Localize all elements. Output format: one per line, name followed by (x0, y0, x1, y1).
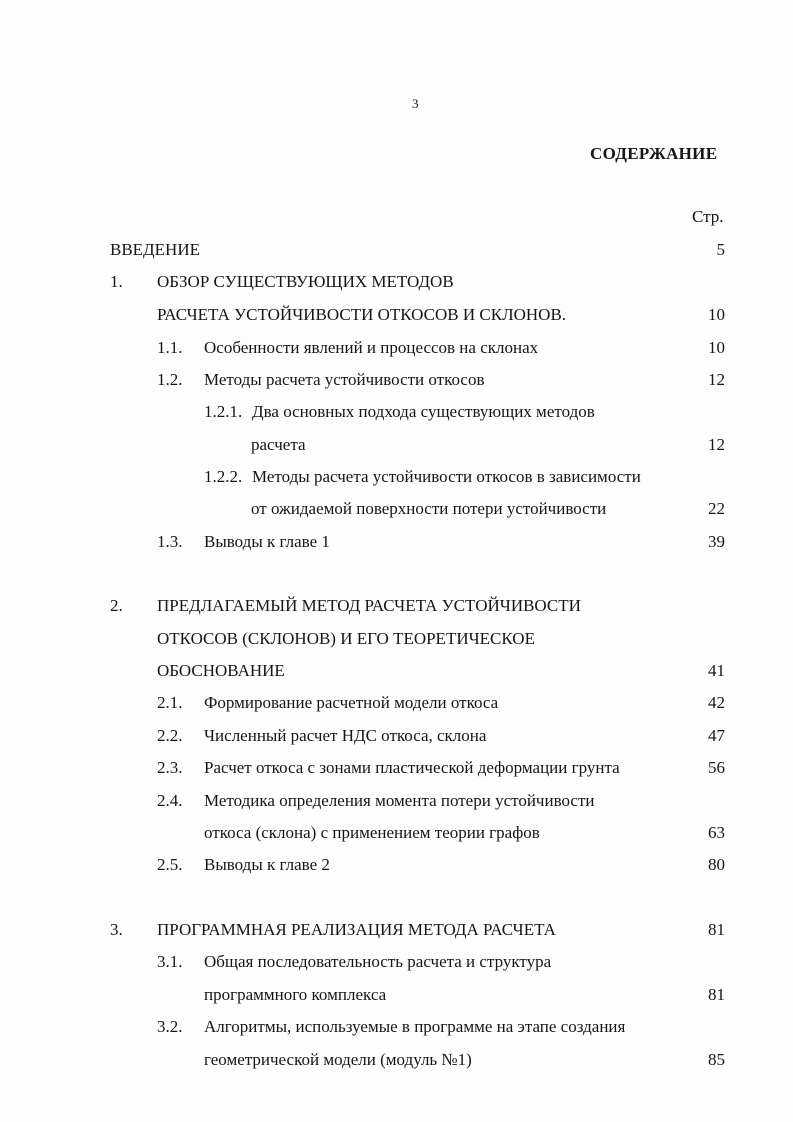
toc-subsection-title: Методы расчета устойчивости откосов в зависимости (252, 467, 641, 486)
toc-section-number: 2.4. (157, 791, 183, 810)
toc-section-number: 2.5. (157, 855, 183, 874)
toc-section-number: 1.2. (157, 370, 183, 389)
toc-section-title: Методы расчета устойчивости откосов (204, 370, 485, 389)
toc-chapter-1-line2 (0, 306, 793, 330)
page-column-header: Стр. (692, 207, 724, 226)
toc-section-number: 2.1. (157, 693, 183, 712)
toc-section-number: 2.2. (157, 726, 183, 745)
toc-section-title: Расчет откоса с зонами пластической деформации грунта (204, 758, 620, 777)
toc-chapter-title: ПРЕДЛАГАЕМЫЙ МЕТОД РАСЧЕТА УСТОЙЧИВОСТИ (157, 596, 581, 615)
toc-chapter-number: 3. (110, 920, 123, 939)
toc-section-title: Методика определения момента потери устойчивости (204, 791, 595, 810)
toc-entry-text: ВВЕДЕНИЕ (110, 240, 200, 259)
toc-entry-page: 47 (708, 726, 725, 745)
toc-subsection-1-2-1-line1 (0, 403, 793, 427)
toc-section-1-2 (0, 371, 793, 395)
toc-section-title: геометрической модели (модуль №1) (204, 1050, 472, 1069)
toc-section-title: программного комплекса (204, 985, 387, 1004)
toc-section-title: Численный расчет НДС откоса, склона (204, 726, 487, 745)
toc-section-2-5 (0, 856, 793, 880)
toc-subsection-1-2-2-line2 (0, 500, 793, 524)
toc-chapter-title: ОБЗОР СУЩЕСТВУЮЩИХ МЕТОДОВ (157, 272, 454, 291)
toc-section-title: откоса (склона) с применением теории графов (204, 823, 540, 842)
toc-chapter-title: РАСЧЕТА УСТОЙЧИВОСТИ ОТКОСОВ И СКЛОНОВ. (157, 305, 567, 324)
toc-entry-page: 81 (708, 985, 725, 1004)
toc-entry-page: 80 (708, 855, 725, 874)
toc-section-3-2-line2 (0, 1051, 793, 1075)
toc-subsection-title: расчета (251, 435, 306, 454)
toc-section-title: Выводы к главе 2 (204, 855, 330, 874)
toc-entry-page: 5 (716, 240, 725, 259)
toc-section-title: Общая последовательность расчета и структура (204, 952, 552, 971)
toc-chapter-title: ПРОГРАММНАЯ РЕАЛИЗАЦИЯ МЕТОДА РАСЧЕТА (157, 920, 556, 939)
toc-chapter-3 (0, 921, 793, 945)
toc-chapter-2-line2 (0, 630, 793, 654)
toc-section-number: 3.2. (157, 1017, 183, 1036)
toc-section-1-1 (0, 339, 793, 363)
toc-chapter-1-line1 (0, 273, 793, 297)
toc-subsection-title: от ожидаемой поверхности потери устойчивости (251, 499, 607, 518)
toc-subsection-1-2-2-line1 (0, 468, 793, 492)
toc-section-2-2 (0, 727, 793, 751)
toc-chapter-2-line1 (0, 597, 793, 621)
toc-section-3-2-line1 (0, 1018, 793, 1042)
toc-subsection-number: 1.2.2. (204, 467, 243, 486)
page-number: 3 (412, 96, 419, 111)
toc-chapter-number: 1. (110, 272, 123, 291)
toc-entry-page: 42 (708, 693, 725, 712)
toc-entry-page: 81 (708, 920, 725, 939)
toc-entry-page: 10 (708, 305, 725, 324)
toc-section-title: Формирование расчетной модели откоса (204, 693, 499, 712)
toc-section-title: Выводы к главе 1 (204, 532, 330, 551)
toc-section-number: 1.3. (157, 532, 183, 551)
toc-entry-page: 39 (708, 532, 725, 551)
toc-section-2-4-line1 (0, 792, 793, 816)
toc-chapter-2-line3 (0, 662, 793, 686)
toc-entry-intro (0, 241, 793, 265)
toc-entry-page: 12 (708, 370, 725, 389)
toc-section-2-1 (0, 694, 793, 718)
toc-entry-page: 22 (708, 499, 725, 518)
toc-section-2-4-line2 (0, 824, 793, 848)
toc-section-number: 3.1. (157, 952, 183, 971)
toc-subsection-1-2-1-line2 (0, 436, 793, 460)
toc-entry-page: 85 (708, 1050, 725, 1069)
toc-section-3-1-line1 (0, 953, 793, 977)
toc-section-2-3 (0, 759, 793, 783)
toc-chapter-title: ОТКОСОВ (СКЛОНОВ) И ЕГО ТЕОРЕТИЧЕСКОЕ (157, 629, 535, 648)
toc-entry-page: 12 (708, 435, 725, 454)
toc-section-title: Особенности явлений и процессов на склонах (204, 338, 539, 357)
toc-section-title: Алгоритмы, используемые в программе на этапе создания (204, 1017, 626, 1036)
toc-chapter-title: ОБОСНОВАНИЕ (157, 661, 285, 680)
toc-section-3-1-line2 (0, 986, 793, 1010)
toc-subsection-title: Два основных подхода существующих методов (252, 402, 595, 421)
toc-chapter-number: 2. (110, 596, 123, 615)
toc-section-1-3 (0, 533, 793, 557)
toc-entry-page: 56 (708, 758, 725, 777)
toc-section-number: 2.3. (157, 758, 183, 777)
toc-entry-page: 10 (708, 338, 725, 357)
toc-entry-page: 41 (708, 661, 725, 680)
toc-subsection-number: 1.2.1. (204, 402, 243, 421)
toc-section-number: 1.1. (157, 338, 183, 357)
toc-title: СОДЕРЖАНИЕ (590, 144, 718, 163)
toc-entry-page: 63 (708, 823, 725, 842)
